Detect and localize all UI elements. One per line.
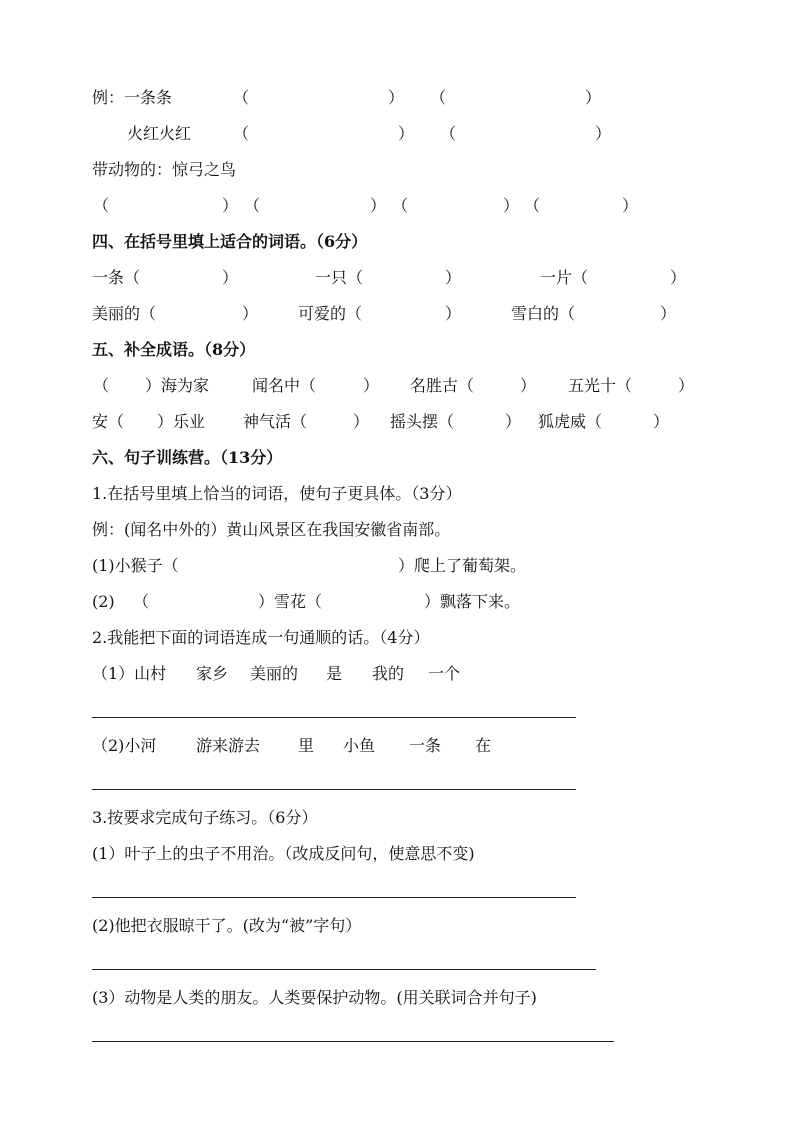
word-prompt: 一条（ — [92, 268, 141, 287]
word-prompt: 一只（ — [315, 268, 364, 287]
blank-close: ） — [660, 304, 677, 323]
idiom-part: ）海为家 — [145, 376, 210, 395]
idiom-blank-close: ） — [353, 412, 370, 431]
word-chip: 我的 — [372, 664, 405, 683]
word-chip: 小鱼 — [343, 736, 376, 755]
blank-open: （ — [430, 88, 447, 107]
idiom-part: ）乐业 — [157, 412, 206, 431]
word-prompt: 美丽的（ — [92, 304, 157, 323]
answer-line[interactable] — [92, 969, 596, 970]
example-word: 火红火红 — [127, 124, 192, 143]
blank-close: ） — [388, 88, 405, 107]
word-chip: （1）山村 — [92, 664, 167, 683]
word-chip: 在 — [475, 736, 492, 755]
blank-open: （ — [93, 196, 110, 215]
word-prompt: 雪白的（ — [511, 304, 576, 323]
answer-line[interactable] — [92, 789, 576, 790]
idiom-blank-close: ） — [520, 376, 537, 395]
q2-title: 2.我能把下面的词语连成一句通顺的话。（4分） — [92, 628, 430, 647]
blank-close: ） — [445, 268, 462, 287]
q3-sentence-1: (1）叶子上的虫子不用治。（改成反问句，使意思不变) — [92, 844, 475, 863]
q3-title: 3.按要求完成句子练习。（6分） — [92, 808, 318, 827]
sentence-part: (1)小猴子（ — [92, 556, 179, 575]
word-chip: 美丽的 — [250, 664, 299, 683]
q1-title: 1.在括号里填上恰当的词语，使句子更具体。（3分） — [92, 484, 462, 503]
word-chip: 是 — [326, 664, 343, 683]
blank-close: ） — [242, 304, 259, 323]
answer-line[interactable] — [92, 1041, 614, 1042]
idiom-part: 摇头摆（ — [390, 412, 455, 431]
animal-idiom-line: 带动物的：惊弓之鸟 — [92, 160, 237, 179]
idiom-blank-open: （ — [93, 376, 110, 395]
idiom-part: 闻名中（ — [252, 376, 317, 395]
word-chip: 里 — [298, 736, 315, 755]
word-prompt: 可爱的（ — [298, 304, 363, 323]
q3-sentence-3: (3）动物是人类的朋友。人类要保护动物。(用关联词合并句子) — [92, 988, 537, 1007]
blank-open: （ — [233, 88, 250, 107]
answer-line[interactable] — [92, 897, 576, 898]
idiom-part: 神气活（ — [243, 412, 308, 431]
blank-open: （ — [392, 196, 409, 215]
example-word: 例：一条条 — [92, 88, 173, 107]
section-4-title: 四、在括号里填上适合的词语。（6分） — [92, 232, 368, 251]
blank-close: ） — [370, 196, 387, 215]
word-chip: 游来游去 — [196, 736, 261, 755]
blank-open: （ — [440, 124, 457, 143]
blank-open: （ — [524, 196, 541, 215]
q3-sentence-2: (2)他把衣服晾干了。(改为“被”字句） — [92, 916, 362, 935]
blank-close: ） — [398, 124, 415, 143]
word-chip: 一条 — [409, 736, 442, 755]
blank-close: ） — [670, 268, 687, 287]
word-chip: 家乡 — [196, 664, 229, 683]
blank-close: ） — [222, 196, 239, 215]
q1-example: 例：(闻名中外的）黄山风景区在我国安徽省南部。 — [92, 520, 451, 539]
blank-close: ） — [222, 268, 239, 287]
blank-open: （ — [233, 124, 250, 143]
idiom-blank-close: ） — [505, 412, 522, 431]
idiom-part: 安（ — [92, 412, 125, 431]
blank-close: ） — [503, 196, 520, 215]
idiom-part: 名胜古（ — [410, 376, 475, 395]
section-6-title: 六、句子训练营。（13分） — [92, 448, 283, 467]
blank-close: ） — [622, 196, 639, 215]
sentence-part: ）爬上了葡萄架。 — [398, 556, 527, 575]
idiom-blank-close: ） — [653, 412, 670, 431]
word-chip: 一个 — [428, 664, 461, 683]
blank-open: （ — [133, 592, 150, 611]
idiom-blank-close: ） — [678, 376, 695, 395]
blank-close: ） — [585, 88, 602, 107]
section-5-title: 五、补全成语。（8分） — [92, 340, 256, 359]
idiom-blank-close: ） — [363, 376, 380, 395]
sentence-part: ）飘落下来。 — [424, 592, 521, 611]
sentence-part: ）雪花（ — [258, 592, 323, 611]
answer-line[interactable] — [92, 717, 576, 718]
blank-open: （ — [244, 196, 261, 215]
blank-close: ） — [595, 124, 612, 143]
word-chip: （2)小河 — [92, 736, 157, 755]
blank-close: ） — [445, 304, 462, 323]
sentence-number: (2) — [92, 592, 115, 611]
idiom-part: 五光十（ — [568, 376, 633, 395]
word-prompt: 一片（ — [540, 268, 589, 287]
idiom-part: 狐虎威（ — [538, 412, 603, 431]
